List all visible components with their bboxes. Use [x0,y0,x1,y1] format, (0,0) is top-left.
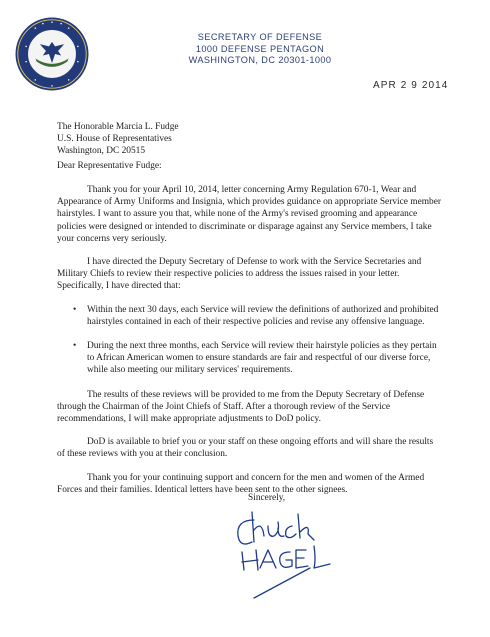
list-item-text: Within the next 30 days, each Service will review the definitions of authorized and prohibited hairstyles contained in each of their respective policies and revise any offensive language. [87,304,439,327]
recipient-office: U.S. House of Representatives [57,134,172,144]
paragraph: The results of these reviews will be provided to me from the Deputy Secretary of Defense through the Chairman of the Joint Chiefs of Staff. After a thorough review of the Service recommendations, I will make appropriate adjustments to DoD policy. [57,389,425,425]
bullet-glyph: • [73,341,77,352]
date-stamp: APR 2 9 2014 [373,80,449,91]
paragraph: I have directed the Deputy Secretary of Defense to work with the Service Secretaries and Military Chiefs to review their respective policies to address the issues raised in your letter. Specifically, I have directed that: [57,257,422,292]
recipient-address [57,121,179,157]
salutation: Dear Representative Fudge: [57,161,162,171]
paragraph: Thank you for your April 10, 2014, letter concerning Army Regulation 670-1, Wear and Appearance of Army Uniforms and Insignia, which provides guidance on appropriate Service member hairstyles. I want to assure you that, while none of the Army's revised grooming and appearance policies were designed or intended to discriminate or disparage against any Service members, I take your concerns very seriously. [57,185,441,244]
recipient-name: The Honorable Marcia L. Fudge [57,122,179,132]
paragraph: DoD is available to brief you or your staff on these ongoing efforts and will share the results of these reviews with you at their conclusion. [57,437,434,460]
recipient-city: Washington, DC 20515 [57,146,146,156]
closing: Sincerely, [248,493,286,503]
letterhead-title: SECRETARY OF DEFENSE [197,32,323,42]
bullet-list [57,304,442,377]
letterhead-address: 1000 DEFENSE PENTAGON [195,43,325,54]
letter-body [57,184,442,507]
list-item-text: During the next three months, each Service will review their hairstyle policies as they pertain to African American women to ensure standards are fair and respectful of our diverse force, while also meeting our military services' requirements. [87,341,437,376]
list-item [57,304,442,328]
handwritten-signature [230,506,340,601]
paragraph: Thank you for your continuing support and concern for the men and women of the Armed Forces and their families. Identical letters have been sent to the other signees. [57,472,425,495]
dod-seal-logo [14,16,90,92]
bullet-glyph: • [73,304,77,315]
list-item [57,340,442,377]
letterhead [140,32,380,67]
letterhead-city: WASHINGTON, DC 20301-1000 [188,55,332,65]
